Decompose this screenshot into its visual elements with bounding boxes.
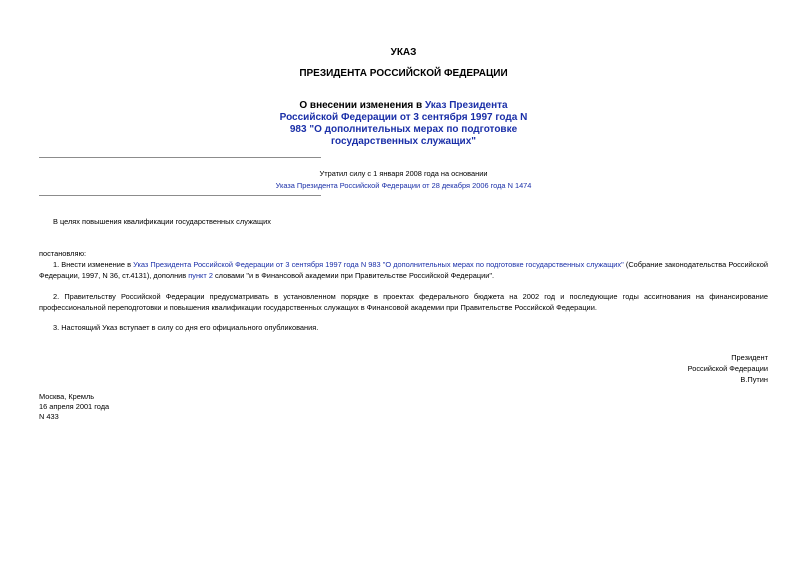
paragraph-2: 2. Правительству Российской Федерации предусматривать в установленном порядке в проектах федерального бюджета на 2002 год и последующие годы ассигнования на финансирование профессиональной переподготовки и повышения квалификации государственных служащих в Финансовой академии при Правительстве Российской Федерации. (39, 292, 768, 312)
place: Москва, Кремль (39, 392, 95, 401)
paragraph-3: 3. Настоящий Указ вступает в силу со дня его официального опубликования. (53, 323, 319, 332)
document-type-title: УКАЗ (390, 47, 417, 58)
subtitle-prefix: О внесении изменения в (299, 100, 425, 111)
signature-title: Президент (731, 353, 768, 362)
divider-top (39, 157, 321, 158)
place-date-block (39, 392, 239, 422)
decree-word: постановляю: (39, 249, 87, 258)
p1-text-a: 1. Внести изменение в (53, 260, 134, 269)
status-note-line1: Утратил силу с 1 января 2008 года на основании (319, 169, 488, 178)
preamble: В целях повышения квалификации государственных служащих (53, 217, 271, 226)
repealing-decree-link[interactable]: Указа Президента Российской Федерации от 28 декабря 2006 года N 1474 (275, 181, 532, 190)
paragraph-1 (39, 259, 768, 281)
signature-office: Российской Федерации (687, 364, 768, 373)
p1-text-c: словами "и в Финансовой академии при Правительстве Российской Федерации". (212, 271, 495, 280)
signature-name: В.Путин (740, 375, 768, 384)
issuer-title: ПРЕЗИДЕНТА РОССИЙСКОЙ ФЕДЕРАЦИИ (299, 68, 508, 79)
date: 16 апреля 2001 года (39, 402, 110, 411)
p1-text-b: (Собрание законодательства Российской Федерации, 1997, N 36, ст.4131), дополнив (39, 260, 768, 280)
amended-decree-link[interactable]: Указ Президента Российской Федерации от 3 сентября 1997 года N 983 "О дополнительных мерах по подготовке государственных служащих" (279, 100, 528, 147)
document-subtitle (0, 100, 807, 148)
decree-983-link[interactable]: Указ Президента Российской Федерации от 3 сентября 1997 года N 983 "О дополнительных мерах по подготовке государственных служащих" (133, 260, 624, 269)
clause-2-link[interactable]: пункт 2 (188, 271, 213, 280)
divider-bottom (39, 195, 321, 196)
decree-number: N 433 (39, 412, 59, 421)
signature-block (568, 352, 768, 385)
